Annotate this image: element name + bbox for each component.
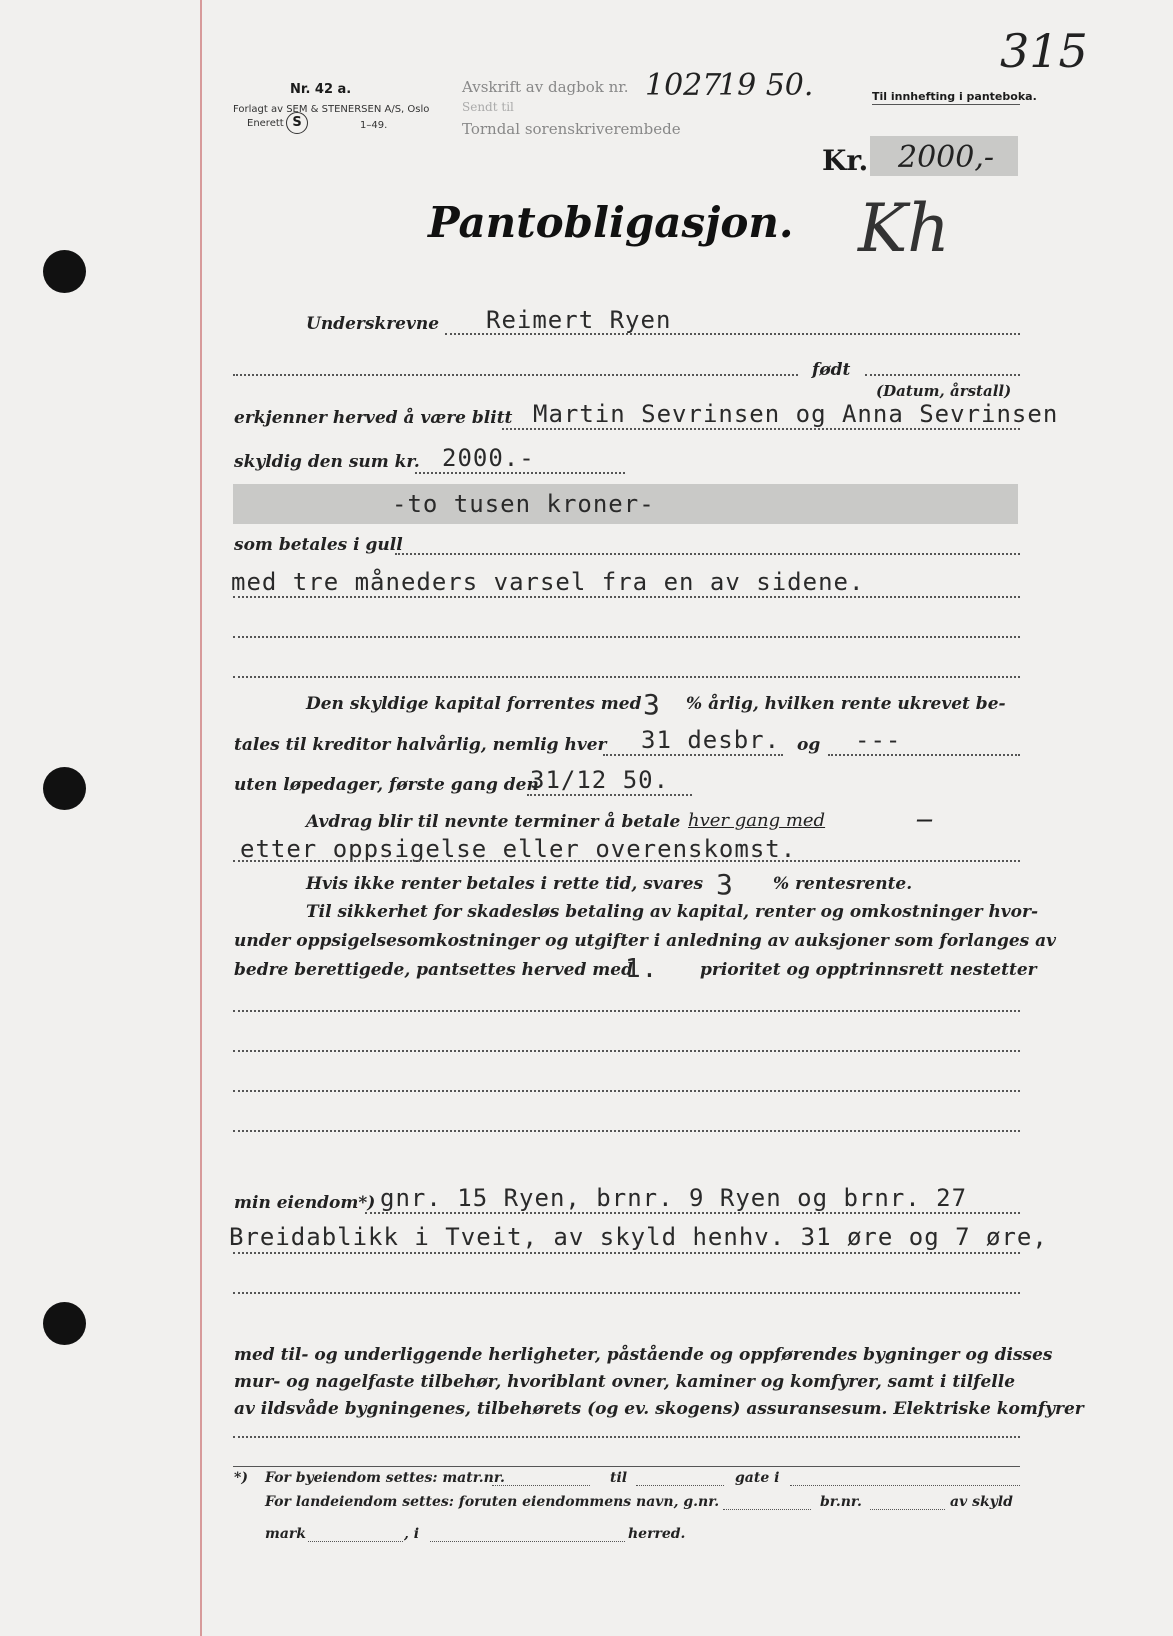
punch-hole — [43, 1302, 86, 1345]
closing-line3: av ildsvåde bygningenes, tilbehørets (og ev. skogens) assuransesum. Elektriske komfyrer — [234, 1399, 1084, 1419]
sum-words: -to tusen kroner- — [392, 490, 655, 518]
betales-line — [395, 553, 1020, 555]
name-continuation-line — [233, 374, 798, 376]
footnote-mark-a: mark — [265, 1526, 306, 1542]
creditors-line — [502, 428, 1020, 430]
footnote-dots — [430, 1541, 625, 1542]
interest-line2-a: tales til kreditor halvårlig, nemlig hver — [234, 735, 607, 755]
enerett-label: Enerett — [247, 118, 284, 129]
blank-line — [233, 676, 1020, 678]
blank-line — [233, 636, 1020, 638]
interest-line2-b: og — [797, 735, 821, 755]
closing-line — [233, 1436, 1020, 1438]
property-label: min eiendom*) — [234, 1193, 376, 1213]
footnote-dots — [790, 1485, 1020, 1486]
penalty-rate: 3 — [716, 868, 734, 901]
dagbok-year: 19 50. — [718, 68, 814, 103]
blank-line — [233, 1090, 1020, 1092]
property-line1-underline — [365, 1212, 1020, 1214]
interest-line1-b: % årlig, hvilken rente ukrevet be- — [686, 694, 1006, 714]
creditors-value: Martin Sevrinsen og Anna Sevrinsen — [533, 400, 1059, 428]
footnote-dots — [870, 1509, 945, 1510]
erkjenner-label: erkjenner herved å være blitt — [234, 408, 513, 428]
interest-line1-a: Den skyldige kapital forrentes med — [306, 694, 642, 714]
sum-line — [415, 472, 625, 474]
footnote-dots — [308, 1541, 403, 1542]
publisher-logo: S — [286, 112, 308, 134]
stamp-sendt-til: Sendt til — [462, 100, 514, 114]
footnote-separator — [233, 1466, 1020, 1467]
punch-hole — [43, 250, 86, 293]
footnote-mark-c: herred. — [628, 1526, 686, 1542]
blank-line — [233, 1050, 1020, 1052]
footnote-dots — [636, 1485, 724, 1486]
margin-line — [200, 0, 202, 1636]
footnote-land-b: br.nr. — [820, 1494, 862, 1510]
avdrag-hand: hver gang med — [688, 810, 826, 831]
date1-line — [603, 754, 783, 756]
property-line2-underline — [233, 1252, 1020, 1254]
security-line3-b: prioritet og opptrinnsrett nestetter — [700, 960, 1037, 980]
priority-value: 1. — [625, 954, 659, 984]
avdrag-dash: — — [916, 810, 933, 830]
closing-line2: mur- og nagelfaste tilbehør, hvoriblant ovner, kaminer og komfyrer, samt i tilfelle — [234, 1372, 1016, 1392]
page-number: 315 — [1000, 24, 1088, 78]
security-line3-a: bedre berettigede, pantsettes herved med — [234, 960, 633, 980]
handwritten-initials: Kh — [858, 190, 950, 267]
underskrevne-value: Reimert Ryen — [486, 306, 672, 334]
publisher-line: Forlagt av SEM & STENERSEN A/S, Oslo — [233, 104, 430, 115]
avdrag-value: etter oppsigelse eller overenskomst. — [240, 835, 797, 863]
hvis-label: Hvis ikke renter betales i rette tid, svares — [306, 874, 704, 894]
security-line1: Til sikkerhet for skadesløs betaling av kapital, renter og omkostninger hvor- — [306, 902, 1039, 922]
fodt-line — [865, 374, 1020, 376]
betales-label: som betales i gull — [234, 535, 403, 555]
hvis-label-b: % rentesrente. — [773, 874, 913, 894]
footnote-mark-b: , i — [404, 1526, 420, 1542]
amount-value: 2000,- — [898, 140, 995, 175]
punch-hole — [43, 767, 86, 810]
first-date-line — [527, 794, 692, 796]
closing-line1: med til- og underliggende herligheter, påstående og oppførendes bygninger og disses — [234, 1345, 1053, 1365]
innhefting-label: Til innhefting i panteboka. — [872, 90, 1037, 103]
dagbok-number: 1027 — [645, 68, 722, 103]
property-line1: gnr. 15 Ryen, brnr. 9 Ryen og brnr. 27 — [380, 1184, 968, 1212]
avdrag-line — [233, 860, 1020, 862]
footnote-land-a: For landeiendom settes: foruten eiendommens navn, g.nr. — [265, 1494, 720, 1510]
footnote-mark: *) — [234, 1470, 248, 1486]
footnote-by-c: gate i — [735, 1470, 780, 1486]
blank-line — [233, 1010, 1020, 1012]
footnote-by-b: til — [610, 1470, 628, 1486]
blank-line — [233, 1130, 1020, 1132]
fodt-label: født — [812, 360, 851, 380]
interest-rate: 3 — [643, 688, 661, 721]
footnote-land-c: av skyld — [950, 1494, 1013, 1510]
betales-value: med tre måneders varsel fra en av sidene. — [231, 568, 865, 596]
footnote-dots — [723, 1509, 811, 1510]
property-line2: Breidablikk i Tveit, av skyld henhv. 31 øre og 7 øre, — [229, 1223, 1048, 1251]
sum-value: 2000.- — [442, 444, 535, 472]
stamp-embede: Torndal sorenskriverembede — [462, 120, 681, 138]
security-line2: under oppsigelsesomkostninger og utgifter i anledning av auksjoner som forlanges av — [234, 931, 1057, 951]
stamp-avskrift: Avskrift av dagbok nr. — [462, 78, 629, 96]
document-title: Pantobligasjon. — [428, 198, 794, 247]
avdrag-label: Avdrag blir til nevnte terminer å betale — [306, 812, 681, 832]
skyldig-label: skyldig den sum kr. — [234, 452, 420, 472]
betales-value-line — [233, 596, 1020, 598]
innhefting-underline — [872, 104, 1020, 105]
datum-label: (Datum, årstall) — [876, 382, 1012, 400]
underskrevne-label: Underskrevne — [306, 314, 440, 334]
footnote-dots — [492, 1485, 590, 1486]
amount-label: Kr. — [822, 144, 869, 177]
interest-date1: 31 desbr. — [641, 726, 781, 754]
edition-label: 1–49. — [360, 120, 388, 131]
interest-first-date: 31/12 50. — [530, 766, 670, 794]
interest-line3-a: uten løpedager, første gang den — [234, 775, 539, 795]
interest-date2: --- — [855, 726, 902, 754]
footnote-by-a: For byeiendom settes: matr.nr. — [265, 1470, 505, 1486]
blank-line — [233, 1292, 1020, 1294]
form-number: Nr. 42 a. — [290, 82, 352, 97]
date2-line — [828, 754, 1020, 756]
